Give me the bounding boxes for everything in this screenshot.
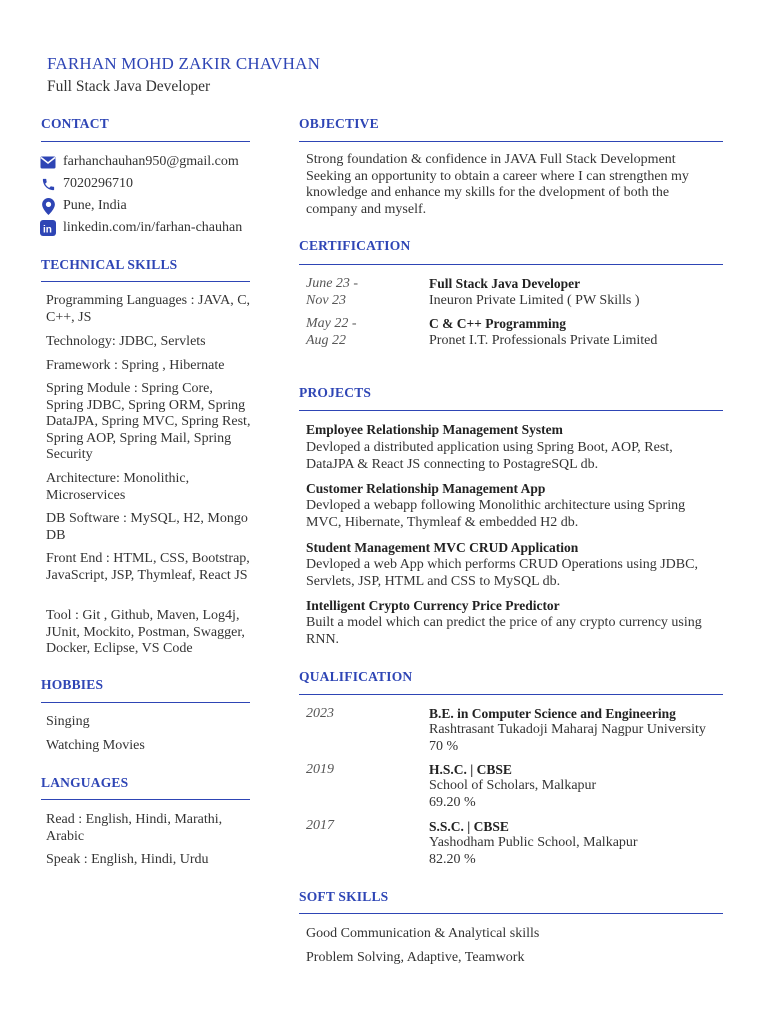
contact-linkedin-row[interactable] (40, 219, 242, 237)
contact-location: Pune, India (63, 198, 127, 213)
candidate-name: FARHAN MOHD ZAKIR CHAVHAN (47, 54, 321, 73)
technical-skills-divider (41, 281, 250, 282)
candidate-role: Full Stack Java Developer (47, 78, 211, 95)
qualification-score: 69.20 % (429, 795, 476, 810)
certification-date: May 22 - Aug 22 (306, 316, 357, 348)
project-desc: Devloped a distributed application using Spring Boot, AOP, Rest, DataJPA & React JS connecting to PostagreSQL db. (306, 440, 673, 472)
certification-name: C & C++ Programming (429, 316, 566, 331)
hobbies-divider (41, 702, 250, 703)
certification-org: Pronet I.T. Professionals Private Limited (429, 333, 658, 348)
qualification-score: 82.20 % (429, 852, 476, 867)
qualification-divider (299, 694, 723, 695)
soft-skill-item: Problem Solving, Adaptive, Teamwork (306, 950, 525, 965)
qualification-title: QUALIFICATION (299, 669, 413, 684)
qualification-year: 2017 (306, 818, 334, 833)
objective-text: Strong foundation & confidence in JAVA Full Stack Development Seeking an opportunity to obtain a career where I can strengthen my knowledge and enhance my skills for the dvelopment of both the company and myself. (306, 152, 689, 217)
qualification-degree: B.E. in Computer Science and Engineering (429, 706, 676, 721)
contact-divider (41, 141, 250, 142)
contact-title: CONTACT (41, 116, 109, 131)
contact-linkedin[interactable]: linkedin.com/in/farhan-chauhan (63, 220, 243, 235)
languages-divider (41, 799, 250, 800)
soft-skills-divider (299, 913, 723, 914)
project-name: Student Management MVC CRUD Application (306, 540, 579, 555)
linkedin-icon (40, 220, 56, 236)
project-desc: Devloped a web App which performs CRUD Operations using JDBC, Servlets, JSP, HTML and CSS to MySQL db. (306, 557, 698, 589)
hobby-item: Watching Movies (46, 738, 145, 753)
contact-email[interactable]: farhanchauhan950@gmail.com (63, 154, 239, 169)
certification-divider (299, 264, 723, 265)
skill-item: DB Software : MySQL, H2, Mongo DB (46, 511, 248, 543)
project-name: Customer Relationship Management App (306, 481, 546, 496)
projects-title: PROJECTS (299, 385, 372, 400)
skill-item: Spring Module : Spring Core, Spring JDBC, Spring ORM, Spring DataJPA, Spring MVC, Spring Rest, Spring AOP, Spring Mail, Spring Security (46, 381, 251, 462)
skill-item: Tool : Git , Github, Maven, Log4j, JUnit, Mockito, Postman, Swagger, Docker, Eclipse, VS Code (46, 608, 245, 656)
project-name: Intelligent Crypto Currency Price Predictor (306, 598, 560, 613)
projects-divider (299, 410, 723, 411)
qualification-score: 70 % (429, 739, 459, 754)
location-pin-icon (40, 198, 56, 214)
certification-date: June 23 - Nov 23 (306, 276, 359, 308)
languages-title: LANGUAGES (41, 775, 129, 790)
qualification-year: 2023 (306, 706, 334, 721)
certification-name: Full Stack Java Developer (429, 276, 581, 291)
skill-item: Framework : Spring , Hibernate (46, 358, 225, 373)
skill-item: Technology: JDBC, Servlets (46, 334, 206, 349)
project-desc: Built a model which can predict the price of any crypto currency using RNN. (306, 615, 702, 647)
qualification-year: 2019 (306, 762, 334, 777)
certification-org: Ineuron Private Limited ( PW Skills ) (429, 293, 640, 308)
qualification-degree: S.S.C. | CBSE (429, 819, 509, 834)
skill-item: Front End : HTML, CSS, Bootstrap, JavaScript, JSP, Thymleaf, React JS (46, 551, 250, 583)
phone-icon (40, 176, 56, 192)
technical-skills-title: TECHNICAL SKILLS (41, 257, 178, 272)
contact-email-row[interactable] (40, 153, 239, 171)
project-name: Employee Relationship Management System (306, 422, 563, 437)
qualification-school: Rashtrasant Tukadoji Maharaj Nagpur University (429, 722, 706, 737)
contact-phone-row[interactable] (40, 175, 133, 193)
qualification-school: Yashodham Public School, Malkapur (429, 835, 638, 850)
hobbies-title: HOBBIES (41, 677, 104, 692)
qualification-degree: H.S.C. | CBSE (429, 762, 512, 777)
skill-item: Architecture: Monolithic, Microservices (46, 471, 190, 503)
project-desc: Devloped a webapp following Monolithic architecture using Spring MVC, Hibernate, Thymleaf & embedded H2 db. (306, 498, 686, 530)
qualification-school: School of Scholars, Malkapur (429, 778, 597, 793)
envelope-icon (40, 154, 56, 170)
objective-title: OBJECTIVE (299, 116, 379, 131)
skill-item: Programming Languages : JAVA, C, C++, JS (46, 293, 251, 325)
certification-title: CERTIFICATION (299, 238, 411, 253)
language-item: Read : English, Hindi, Marathi, Arabic (46, 812, 223, 844)
objective-divider (299, 141, 723, 142)
soft-skills-title: SOFT SKILLS (299, 889, 389, 904)
hobby-item: Singing (46, 714, 90, 729)
language-item: Speak : English, Hindi, Urdu (46, 852, 209, 867)
soft-skill-item: Good Communication & Analytical skills (306, 926, 540, 941)
contact-phone[interactable]: 7020296710 (63, 176, 133, 191)
svg-text:in: in (43, 224, 52, 236)
contact-location-row (40, 197, 127, 215)
